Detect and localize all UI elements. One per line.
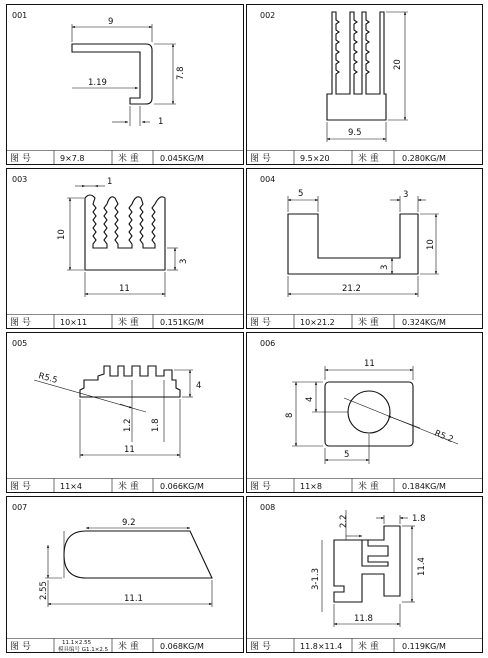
dim-t1: 2.2 [339, 514, 349, 528]
panel-code: 006 [260, 339, 276, 348]
panel-003 [7, 169, 244, 329]
dim-top: 9.2 [122, 518, 136, 528]
dim-radius: R5.2 [432, 428, 455, 446]
model-label: 图 号 [10, 154, 31, 164]
model-label: 图 号 [250, 482, 271, 492]
dim-width: 11.8 [354, 614, 373, 624]
profile-shape [80, 366, 180, 397]
model-spec: 9.5×20 [300, 154, 330, 163]
model-label: 图 号 [10, 482, 31, 492]
weight-value: 0.045KG/M [160, 154, 204, 163]
panel-005 [7, 333, 244, 493]
weight-value: 0.151KG/M [160, 318, 204, 327]
model-label: 图 号 [250, 154, 271, 164]
model-spec: 10×21.2 [300, 318, 335, 327]
dim-thickness: 1.19 [88, 78, 107, 88]
model-spec: 11.8×11.4 [300, 642, 343, 651]
panel-002 [247, 5, 483, 165]
dim-bottom: 3 [380, 264, 390, 270]
dim-height: 10 [426, 239, 436, 250]
dim-height: 11.4 [417, 557, 427, 576]
weight-value: 0.068KG/M [160, 642, 204, 651]
profile-bore [348, 391, 390, 433]
profile-shape [288, 214, 418, 274]
dim-height: 8 [285, 412, 295, 418]
dim-width: 21.2 [342, 284, 361, 294]
panel-006 [247, 333, 483, 493]
profile-shape [64, 531, 212, 578]
profile-shape [85, 195, 165, 270]
dim-radius: R5.5 [37, 371, 59, 386]
dim-height: 10 [57, 229, 67, 240]
dim-width: 11.1 [124, 594, 143, 604]
panel-007 [7, 497, 244, 654]
dim-right: 3 [403, 190, 409, 200]
model-label: 图 号 [10, 318, 31, 328]
panel-code: 004 [260, 175, 276, 184]
weight-label: 米 重 [118, 318, 139, 328]
weight-value: 0.280KG/M [402, 154, 446, 163]
panel-code: 005 [12, 339, 28, 348]
model-label: 图 号 [250, 642, 271, 652]
weight-label: 米 重 [118, 154, 139, 164]
panel-001 [7, 5, 244, 165]
weight-value: 0.066KG/M [160, 482, 204, 491]
dim-slot: 3-1.3 [311, 568, 321, 590]
weight-label: 米 重 [358, 154, 379, 164]
dim-width: 9.5 [348, 128, 362, 138]
model-spec: 11×8 [300, 482, 322, 491]
panel-004 [247, 169, 483, 329]
model-spec: 9×7.8 [60, 154, 85, 163]
dim-height: 2.55 [39, 581, 49, 600]
model-label: 图 号 [10, 642, 31, 652]
dim-left: 5 [298, 189, 304, 199]
dim-height: 20 [393, 59, 403, 70]
dim-t1: 1.2 [123, 418, 133, 432]
panel-008 [247, 497, 483, 653]
dim-height: 7.8 [176, 66, 186, 80]
model-spec-line2: 模具编号 G1.1×2.5 [58, 647, 109, 653]
weight-label: 米 重 [118, 642, 139, 652]
profile-shape [72, 44, 152, 104]
dim-t2: 1.8 [412, 514, 426, 524]
dim-offset: 5 [344, 450, 350, 460]
weight-value: 0.119KG/M [402, 642, 446, 651]
weight-value: 0.324KG/M [402, 318, 446, 327]
dim-half: 4 [305, 396, 315, 402]
panel-code: 001 [12, 11, 28, 20]
weight-label: 米 重 [118, 482, 139, 492]
model-spec: 10×11 [60, 318, 88, 327]
panel-code: 008 [260, 503, 276, 512]
dim-base: 3 [179, 258, 189, 264]
weight-value: 0.184KG/M [402, 482, 446, 491]
dim-height: 4 [196, 381, 202, 391]
model-label: 图 号 [250, 318, 271, 328]
dim-lip: 1 [158, 117, 164, 127]
weight-label: 米 重 [358, 482, 379, 492]
dim-t2: 1.8 [151, 418, 161, 432]
panel-code: 002 [260, 11, 276, 20]
panel-code: 003 [12, 175, 28, 184]
model-spec: 11×4 [60, 482, 82, 491]
dim-width: 11 [364, 359, 375, 369]
model-spec-line1: 11.1×2.55 [62, 640, 92, 646]
dim-width: 11 [119, 284, 130, 294]
dim-width: 9 [108, 17, 114, 27]
dim-pitch: 1 [107, 177, 113, 187]
panel-code: 007 [12, 503, 28, 512]
profile-shape [327, 12, 386, 120]
dim-width: 11 [124, 445, 135, 455]
profile-shape [334, 526, 400, 602]
weight-label: 米 重 [358, 318, 379, 328]
weight-label: 米 重 [358, 642, 379, 652]
